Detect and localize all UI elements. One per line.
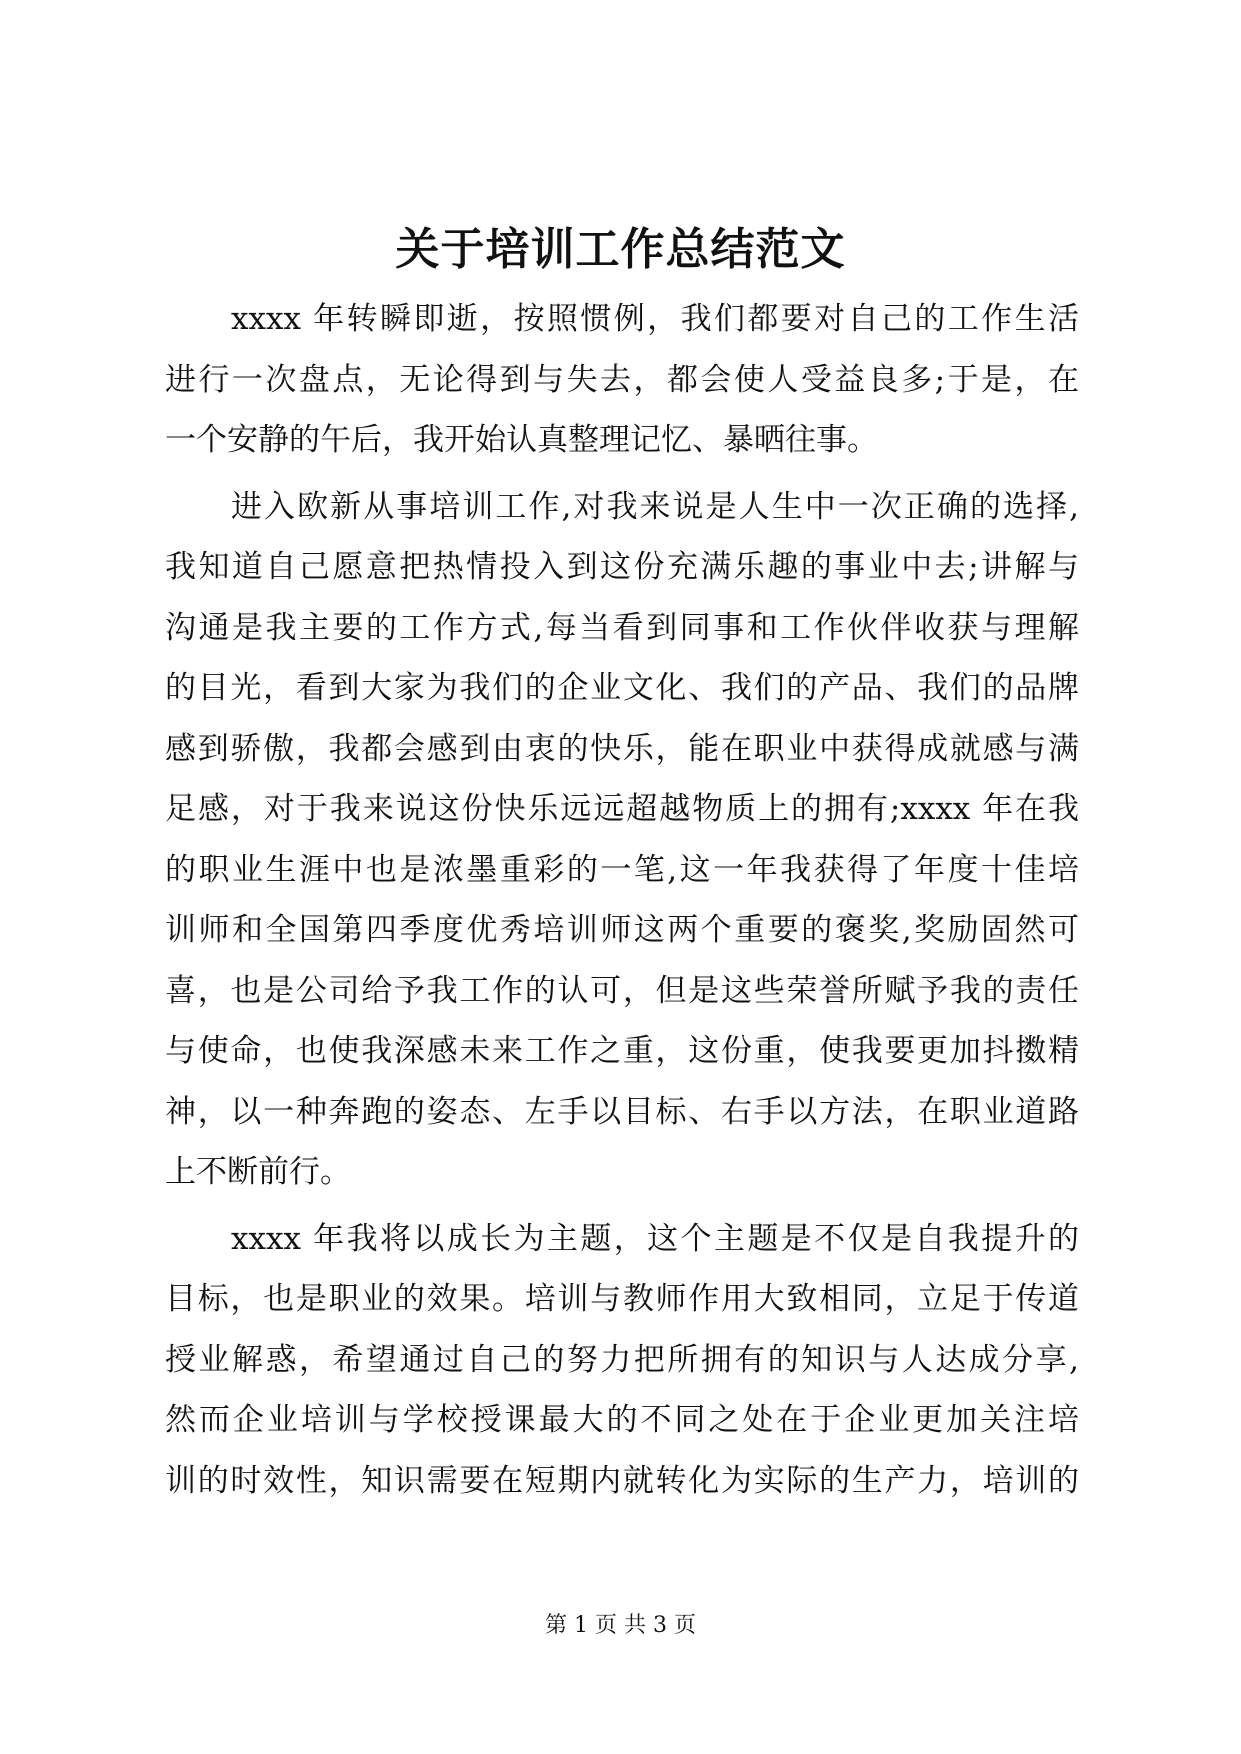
body-line: 一个安静的午后，我开始认真整理记忆、暴晒往事。 — [165, 422, 878, 458]
body-line: 进入欧新从事培训工作,对我来说是人生中一次正确的选择, — [231, 488, 1079, 525]
body-line: 的职业生涯中也是浓墨重彩的一笔,这一年我获得了年度十佳培 — [165, 851, 1079, 888]
document-body — [165, 289, 1079, 1511]
body-line: 训的时效性，知识需要在短期内就转化为实际的生产力，培训的 — [165, 1462, 1079, 1499]
body-line: xxxx 年转瞬即逝，按照惯例，我们都要对自己的工作生活 — [231, 301, 1079, 337]
body-line: 喜，也是公司给予我工作的认可，但是这些荣誉所赋予我的责任 — [165, 972, 1079, 1009]
body-line: 神，以一种奔跑的姿态、左手以目标、右手以方法，在职业道路 — [165, 1093, 1079, 1130]
body-line: 与使命，也使我深感未来工作之重，这份重，使我要更加抖擞精 — [165, 1033, 1079, 1069]
body-line: 我知道自己愿意把热情投入到这份充满乐趣的事业中去;讲解与 — [165, 549, 1079, 585]
body-line: 沟通是我主要的工作方式,每当看到同事和工作伙伴收获与理解 — [165, 609, 1079, 646]
body-line: 训师和全国第四季度优秀培训师这两个重要的褒奖,奖励固然可 — [165, 912, 1079, 948]
page-footer: 第 1 页 共 3 页 — [545, 1613, 696, 1638]
document-title: 关于培训工作总结范文 — [395, 224, 846, 275]
body-line: 的目光，看到大家为我们的企业文化、我们的产品、我们的品牌 — [165, 670, 1079, 706]
body-line: 感到骄傲，我都会感到由衷的快乐，能在职业中获得成就感与满 — [165, 730, 1079, 767]
body-line: 进行一次盘点，无论得到与失去，都会使人受益良多;于是，在 — [165, 361, 1079, 398]
body-line: 授业解惑，希望通过自己的努力把所拥有的知识与人达成分享, — [165, 1341, 1079, 1378]
body-line: 足感，对于我来说这份快乐远远超越物质上的拥有;xxxx 年在我 — [165, 791, 1079, 827]
body-line: 然而企业培训与学校授课最大的不同之处在于企业更加关注培 — [165, 1402, 1079, 1438]
body-line: xxxx 年我将以成长为主题，这个主题是不仅是自我提升的 — [231, 1220, 1079, 1257]
body-line: 上不断前行。 — [165, 1154, 351, 1190]
body-line: 目标，也是职业的效果。培训与教师作用大致相同，立足于传道 — [165, 1281, 1079, 1317]
